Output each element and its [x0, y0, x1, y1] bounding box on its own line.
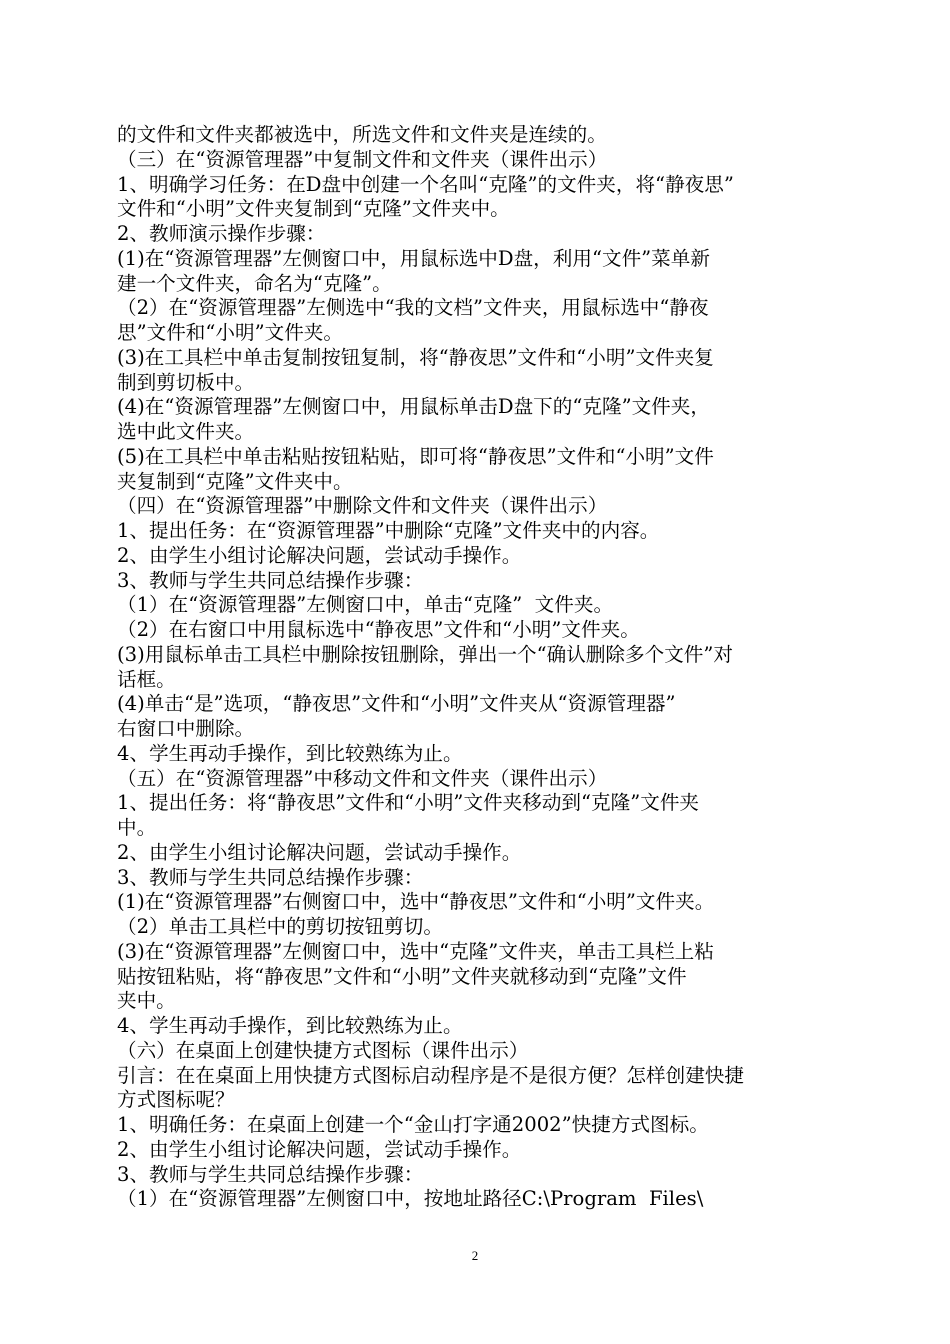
text-line: (3)在“资源管理器”左侧窗口中，选中“克隆”文件夹，单击工具栏上粘 [117, 939, 714, 963]
section-heading: （三）在“资源管理器”中复制文件和文件夹（课件出示） [117, 147, 608, 171]
text-line: （1）在“资源管理器”左侧窗口中，按地址路径C:\Program Files\ [117, 1187, 704, 1211]
section-heading: （六）在桌面上创建快捷方式图标（课件出示） [117, 1038, 529, 1062]
text-line: (1)在“资源管理器”左侧窗口中，用鼠标选中D盘，利用“文件”菜单新 [117, 246, 710, 270]
text-line: 文件和“小明”文件夹复制到“克隆”文件夹中。 [117, 197, 510, 221]
document-body [117, 123, 857, 1212]
text-line: 3、教师与学生共同总结操作步骤： [117, 568, 424, 592]
text-line: （2）在右窗口中用鼠标选中“静夜思”文件和“小明”文件夹。 [117, 618, 640, 641]
section-heading: （四）在“资源管理器”中删除文件和文件夹（课件出示） [117, 494, 608, 518]
text-line: 3、教师与学生共同总结操作步骤： [117, 1162, 424, 1186]
text-line: 4、学生再动手操作，到比较熟练为止。 [117, 741, 463, 765]
text-line: 夹复制到“克隆”文件夹中。 [117, 469, 353, 493]
text-line: 1、明确任务：在桌面上创建一个“金山打字通2002”快捷方式图标。 [117, 1113, 709, 1136]
text-line: 思”文件和“小明”文件夹。 [117, 321, 343, 344]
text-line: 贴按钮粘贴，将“静夜思”文件和“小明”文件夹就移动到“克隆”文件 [117, 964, 687, 988]
text-line: 中。 [117, 816, 157, 839]
section-heading: （五）在“资源管理器”中移动文件和文件夹（课件出示） [117, 766, 608, 790]
text-line: 方式图标呢？ [117, 1088, 235, 1112]
text-line: 2、由学生小组讨论解决问题，尝试动手操作。 [117, 1137, 522, 1161]
text-line: (4)单击“是”选项，“静夜思”文件和“小明”文件夹从“资源管理器” [117, 692, 676, 716]
text-line: 1、提出任务：在“资源管理器”中删除“克隆”文件夹中的内容。 [117, 519, 660, 542]
text-line: 选中此文件夹。 [117, 420, 255, 443]
text-line: （1）在“资源管理器”左侧窗口中，单击“克隆” 文件夹。 [117, 593, 614, 617]
text-line: 建一个文件夹，命名为“克隆”。 [117, 271, 392, 295]
text-line: 2、由学生小组讨论解决问题，尝试动手操作。 [117, 840, 522, 864]
text-line: 2、教师演示操作步骤： [117, 222, 326, 245]
text-line: (3)用鼠标单击工具栏中删除按钮删除，弹出一个“确认删除多个文件”对 [117, 642, 734, 666]
text-line: 制到剪切板中。 [117, 370, 255, 394]
text-line: 2、由学生小组讨论解决问题，尝试动手操作。 [117, 543, 522, 567]
text-line: (5)在工具栏中单击粘贴按钮粘贴，即可将“静夜思”文件和“小明”文件 [117, 444, 714, 468]
text-line: 3、教师与学生共同总结操作步骤： [117, 865, 424, 889]
text-line: （2）单击工具栏中的剪切按钮剪切。 [117, 915, 443, 938]
text-line: （2）在“资源管理器”左侧选中“我的文档”文件夹，用鼠标选中“静夜 [117, 296, 709, 320]
text-line: 右窗口中删除。 [117, 717, 255, 740]
text-line: 1、明确学习任务：在D盘中创建一个名叫“克隆”的文件夹，将“静夜思” [117, 172, 734, 196]
text-line: 1、提出任务：将“静夜思”文件和“小明”文件夹移动到“克隆”文件夹 [117, 791, 700, 815]
text-line: (1)在“资源管理器”右侧窗口中，选中“静夜思”文件和“小明”文件夹。 [117, 890, 715, 914]
text-line: 话框。 [117, 667, 176, 691]
text-line: 的文件和文件夹都被选中，所选文件和文件夹是连续的。 [117, 123, 607, 146]
text-line: 引言：在在桌面上用快捷方式图标启动程序是不是很方便？怎样创建快捷 [117, 1063, 744, 1087]
text-line: (4)在“资源管理器”左侧窗口中，用鼠标单击D盘下的“克隆”文件夹， [117, 395, 710, 419]
page-number: 2 [471, 1248, 479, 1263]
text-line: 4、学生再动手操作，到比较熟练为止。 [117, 1014, 463, 1037]
text-line: (3)在工具栏中单击复制按钮复制，将“静夜思”文件和“小明”文件夹复 [117, 345, 714, 369]
text-line: 夹中。 [117, 989, 176, 1013]
